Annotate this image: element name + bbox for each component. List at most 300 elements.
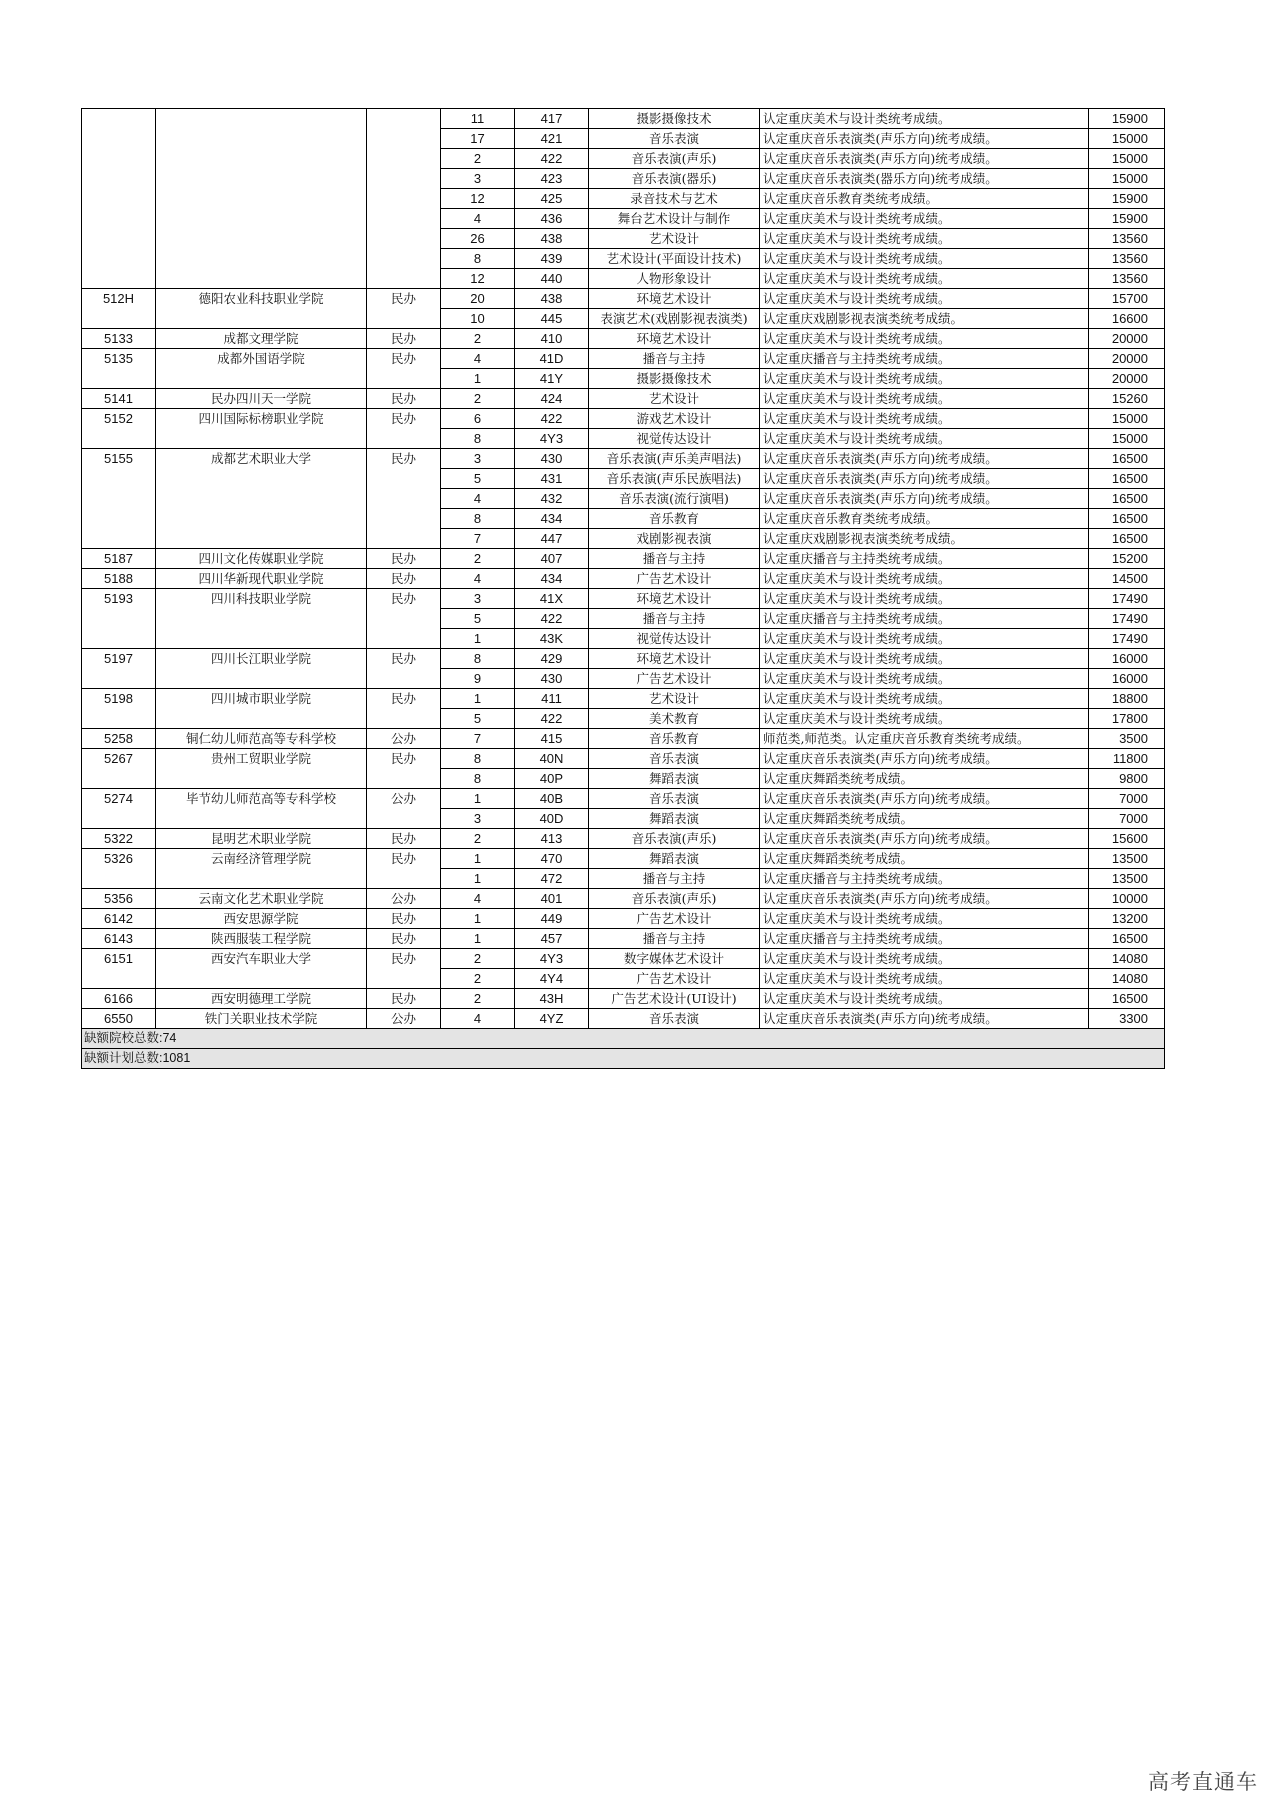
school-code: 6142 xyxy=(82,909,156,929)
school-code: 5135 xyxy=(82,349,156,389)
table-row xyxy=(82,409,1165,429)
major-code: 425 xyxy=(515,189,589,209)
school-name: 民办四川天一学院 xyxy=(156,389,367,409)
school-type: 民办 xyxy=(367,849,441,889)
tuition: 17490 xyxy=(1089,629,1165,649)
plan-count: 8 xyxy=(441,649,515,669)
plan-count: 2 xyxy=(441,949,515,969)
plan-count: 2 xyxy=(441,329,515,349)
plan-count: 5 xyxy=(441,609,515,629)
major-name: 舞蹈表演 xyxy=(589,809,760,829)
plan-count: 20 xyxy=(441,289,515,309)
plan-count: 2 xyxy=(441,549,515,569)
note: 认定重庆戏剧影视表演类统考成绩。 xyxy=(760,529,1089,549)
major-code: 43K xyxy=(515,629,589,649)
tuition: 3300 xyxy=(1089,1009,1165,1029)
vacancy-table xyxy=(81,108,1165,1069)
tuition: 15000 xyxy=(1089,169,1165,189)
school-name: 云南文化艺术职业学院 xyxy=(156,889,367,909)
school-code: 5197 xyxy=(82,649,156,689)
major-name: 音乐表演(流行演唱) xyxy=(589,489,760,509)
plan-count: 12 xyxy=(441,269,515,289)
plan-count: 1 xyxy=(441,849,515,869)
major-name: 音乐表演(声乐民族唱法) xyxy=(589,469,760,489)
major-name: 播音与主持 xyxy=(589,549,760,569)
plan-count: 4 xyxy=(441,489,515,509)
major-code: 4YZ xyxy=(515,1009,589,1029)
major-name: 艺术设计 xyxy=(589,689,760,709)
summary-schools: 缺额院校总数:74 xyxy=(82,1029,1165,1049)
school-code: 5155 xyxy=(82,449,156,549)
major-code: 410 xyxy=(515,329,589,349)
plan-count: 4 xyxy=(441,1009,515,1029)
table-row xyxy=(82,909,1165,929)
major-name: 人物形象设计 xyxy=(589,269,760,289)
major-name: 广告艺术设计(UI设计) xyxy=(589,989,760,1009)
major-name: 环境艺术设计 xyxy=(589,289,760,309)
major-code: 415 xyxy=(515,729,589,749)
plan-count: 4 xyxy=(441,209,515,229)
major-code: 422 xyxy=(515,409,589,429)
school-type: 公办 xyxy=(367,889,441,909)
tuition: 18800 xyxy=(1089,689,1165,709)
tuition: 15200 xyxy=(1089,549,1165,569)
note: 认定重庆美术与设计类统考成绩。 xyxy=(760,389,1089,409)
major-code: 445 xyxy=(515,309,589,329)
note: 认定重庆美术与设计类统考成绩。 xyxy=(760,229,1089,249)
plan-count: 26 xyxy=(441,229,515,249)
table-row xyxy=(82,389,1165,409)
table-row xyxy=(82,849,1165,869)
tuition: 16500 xyxy=(1089,489,1165,509)
plan-count: 17 xyxy=(441,129,515,149)
tuition: 13500 xyxy=(1089,849,1165,869)
watermark-text: 高考直通车 xyxy=(1148,1770,1258,1794)
school-code: 5356 xyxy=(82,889,156,909)
school-name: 贵州工贸职业学院 xyxy=(156,749,367,789)
major-name: 艺术设计(平面设计技术) xyxy=(589,249,760,269)
major-name: 音乐表演(声乐美声唱法) xyxy=(589,449,760,469)
school-name: 四川长江职业学院 xyxy=(156,649,367,689)
major-name: 数字媒体艺术设计 xyxy=(589,949,760,969)
major-code: 431 xyxy=(515,469,589,489)
school-name: 陕西服装工程学院 xyxy=(156,929,367,949)
school-code: 5322 xyxy=(82,829,156,849)
tuition: 10000 xyxy=(1089,889,1165,909)
tuition: 20000 xyxy=(1089,349,1165,369)
school-code: 5267 xyxy=(82,749,156,789)
major-code: 41D xyxy=(515,349,589,369)
note: 认定重庆美术与设计类统考成绩。 xyxy=(760,249,1089,269)
school-type: 民办 xyxy=(367,929,441,949)
note: 师范类,师范类。认定重庆音乐教育类统考成绩。 xyxy=(760,729,1089,749)
school-type xyxy=(367,109,441,289)
plan-count: 3 xyxy=(441,169,515,189)
note: 认定重庆音乐表演类(声乐方向)统考成绩。 xyxy=(760,889,1089,909)
school-code: 6151 xyxy=(82,949,156,989)
note: 认定重庆音乐教育类统考成绩。 xyxy=(760,509,1089,529)
major-name: 播音与主持 xyxy=(589,609,760,629)
major-name: 广告艺术设计 xyxy=(589,569,760,589)
tuition: 14080 xyxy=(1089,949,1165,969)
major-code: 407 xyxy=(515,549,589,569)
note: 认定重庆音乐表演类(声乐方向)统考成绩。 xyxy=(760,129,1089,149)
school-code: 5187 xyxy=(82,549,156,569)
tuition: 13560 xyxy=(1089,229,1165,249)
plan-count: 2 xyxy=(441,149,515,169)
table-row xyxy=(82,989,1165,1009)
school-type: 民办 xyxy=(367,349,441,389)
major-name: 广告艺术设计 xyxy=(589,909,760,929)
plan-count: 7 xyxy=(441,529,515,549)
plan-count: 1 xyxy=(441,909,515,929)
school-name xyxy=(156,109,367,289)
plan-count: 7 xyxy=(441,729,515,749)
plan-count: 3 xyxy=(441,449,515,469)
note: 认定重庆美术与设计类统考成绩。 xyxy=(760,269,1089,289)
table-row xyxy=(82,889,1165,909)
school-code: 6143 xyxy=(82,929,156,949)
table-row xyxy=(82,949,1165,969)
table-row xyxy=(82,549,1165,569)
school-name: 西安汽车职业大学 xyxy=(156,949,367,989)
tuition: 13500 xyxy=(1089,869,1165,889)
table-row xyxy=(82,349,1165,369)
table-row xyxy=(82,1009,1165,1029)
tuition: 11800 xyxy=(1089,749,1165,769)
school-code: 5198 xyxy=(82,689,156,729)
school-name: 四川华新现代职业学院 xyxy=(156,569,367,589)
school-code: 5133 xyxy=(82,329,156,349)
major-name: 环境艺术设计 xyxy=(589,589,760,609)
school-type: 民办 xyxy=(367,409,441,449)
major-code: 430 xyxy=(515,449,589,469)
school-type: 民办 xyxy=(367,829,441,849)
major-code: 424 xyxy=(515,389,589,409)
plan-count: 8 xyxy=(441,769,515,789)
tuition: 16500 xyxy=(1089,929,1165,949)
tuition: 15000 xyxy=(1089,409,1165,429)
school-name: 四川城市职业学院 xyxy=(156,689,367,729)
note: 认定重庆播音与主持类统考成绩。 xyxy=(760,349,1089,369)
note: 认定重庆美术与设计类统考成绩。 xyxy=(760,589,1089,609)
plan-count: 9 xyxy=(441,669,515,689)
note: 认定重庆音乐表演类(声乐方向)统考成绩。 xyxy=(760,789,1089,809)
school-type: 民办 xyxy=(367,549,441,569)
note: 认定重庆美术与设计类统考成绩。 xyxy=(760,689,1089,709)
plan-count: 4 xyxy=(441,569,515,589)
note: 认定重庆美术与设计类统考成绩。 xyxy=(760,569,1089,589)
tuition: 16500 xyxy=(1089,509,1165,529)
note: 认定重庆舞蹈类统考成绩。 xyxy=(760,849,1089,869)
school-type: 民办 xyxy=(367,389,441,409)
plan-count: 8 xyxy=(441,509,515,529)
school-type: 民办 xyxy=(367,289,441,329)
major-name: 音乐表演 xyxy=(589,789,760,809)
note: 认定重庆美术与设计类统考成绩。 xyxy=(760,909,1089,929)
plan-count: 6 xyxy=(441,409,515,429)
school-code: 5258 xyxy=(82,729,156,749)
major-code: 434 xyxy=(515,509,589,529)
major-code: 4Y3 xyxy=(515,429,589,449)
major-code: 40P xyxy=(515,769,589,789)
tuition: 16500 xyxy=(1089,469,1165,489)
major-name: 音乐表演 xyxy=(589,1009,760,1029)
tuition: 16500 xyxy=(1089,449,1165,469)
plan-count: 5 xyxy=(441,469,515,489)
school-name: 昆明艺术职业学院 xyxy=(156,829,367,849)
table-row xyxy=(82,329,1165,349)
school-code: 5193 xyxy=(82,589,156,649)
table-row xyxy=(82,729,1165,749)
school-name: 成都外国语学院 xyxy=(156,349,367,389)
tuition: 14500 xyxy=(1089,569,1165,589)
tuition: 7000 xyxy=(1089,809,1165,829)
tuition: 15600 xyxy=(1089,829,1165,849)
tuition: 15900 xyxy=(1089,189,1165,209)
plan-count: 8 xyxy=(441,249,515,269)
tuition: 14080 xyxy=(1089,969,1165,989)
note: 认定重庆播音与主持类统考成绩。 xyxy=(760,929,1089,949)
note: 认定重庆音乐表演类(声乐方向)统考成绩。 xyxy=(760,149,1089,169)
school-type: 民办 xyxy=(367,749,441,789)
major-name: 广告艺术设计 xyxy=(589,669,760,689)
major-code: 436 xyxy=(515,209,589,229)
school-name: 成都文理学院 xyxy=(156,329,367,349)
table-row xyxy=(82,289,1165,309)
school-type: 公办 xyxy=(367,1009,441,1029)
major-code: 438 xyxy=(515,289,589,309)
school-code: 5152 xyxy=(82,409,156,449)
major-name: 播音与主持 xyxy=(589,929,760,949)
note: 认定重庆音乐表演类(声乐方向)统考成绩。 xyxy=(760,1009,1089,1029)
major-code: 41Y xyxy=(515,369,589,389)
school-type: 民办 xyxy=(367,989,441,1009)
note: 认定重庆美术与设计类统考成绩。 xyxy=(760,329,1089,349)
major-name: 环境艺术设计 xyxy=(589,329,760,349)
major-name: 环境艺术设计 xyxy=(589,649,760,669)
note: 认定重庆戏剧影视表演类统考成绩。 xyxy=(760,309,1089,329)
major-code: 422 xyxy=(515,149,589,169)
major-code: 4Y4 xyxy=(515,969,589,989)
summary-plans-row xyxy=(82,1049,1165,1069)
table-row xyxy=(82,569,1165,589)
major-code: 411 xyxy=(515,689,589,709)
note: 认定重庆美术与设计类统考成绩。 xyxy=(760,649,1089,669)
school-code: 512H xyxy=(82,289,156,329)
school-type: 民办 xyxy=(367,649,441,689)
plan-count: 2 xyxy=(441,969,515,989)
plan-count: 2 xyxy=(441,989,515,1009)
school-type: 民办 xyxy=(367,569,441,589)
major-name: 戏剧影视表演 xyxy=(589,529,760,549)
school-name: 铁门关职业技术学院 xyxy=(156,1009,367,1029)
note: 认定重庆美术与设计类统考成绩。 xyxy=(760,109,1089,129)
major-code: 438 xyxy=(515,229,589,249)
plan-count: 12 xyxy=(441,189,515,209)
school-type: 民办 xyxy=(367,909,441,929)
major-name: 视觉传达设计 xyxy=(589,629,760,649)
plan-count: 1 xyxy=(441,369,515,389)
table-row xyxy=(82,589,1165,609)
summary-schools-row xyxy=(82,1029,1165,1049)
plan-count: 1 xyxy=(441,629,515,649)
plan-count: 5 xyxy=(441,709,515,729)
major-code: 440 xyxy=(515,269,589,289)
major-name: 摄影摄像技术 xyxy=(589,369,760,389)
school-code: 5141 xyxy=(82,389,156,409)
major-name: 舞台艺术设计与制作 xyxy=(589,209,760,229)
tuition: 15700 xyxy=(1089,289,1165,309)
school-type: 民办 xyxy=(367,449,441,549)
major-name: 音乐表演 xyxy=(589,749,760,769)
plan-count: 2 xyxy=(441,829,515,849)
major-code: 40B xyxy=(515,789,589,809)
school-code: 6166 xyxy=(82,989,156,1009)
note: 认定重庆美术与设计类统考成绩。 xyxy=(760,629,1089,649)
major-name: 舞蹈表演 xyxy=(589,849,760,869)
school-type: 公办 xyxy=(367,789,441,829)
major-name: 美术教育 xyxy=(589,709,760,729)
note: 认定重庆播音与主持类统考成绩。 xyxy=(760,549,1089,569)
note: 认定重庆音乐教育类统考成绩。 xyxy=(760,189,1089,209)
school-name: 云南经济管理学院 xyxy=(156,849,367,889)
tuition: 17800 xyxy=(1089,709,1165,729)
school-type: 民办 xyxy=(367,949,441,989)
table-row xyxy=(82,829,1165,849)
school-name: 德阳农业科技职业学院 xyxy=(156,289,367,329)
note: 认定重庆美术与设计类统考成绩。 xyxy=(760,709,1089,729)
tuition: 15000 xyxy=(1089,129,1165,149)
school-name: 西安明德理工学院 xyxy=(156,989,367,1009)
plan-count: 3 xyxy=(441,589,515,609)
major-name: 艺术设计 xyxy=(589,389,760,409)
school-name: 毕节幼儿师范高等专科学校 xyxy=(156,789,367,829)
major-code: 447 xyxy=(515,529,589,549)
note: 认定重庆美术与设计类统考成绩。 xyxy=(760,429,1089,449)
school-name: 铜仁幼儿师范高等专科学校 xyxy=(156,729,367,749)
plan-count: 1 xyxy=(441,689,515,709)
major-code: 423 xyxy=(515,169,589,189)
tuition: 3500 xyxy=(1089,729,1165,749)
school-name: 四川国际标榜职业学院 xyxy=(156,409,367,449)
major-code: 422 xyxy=(515,609,589,629)
school-name: 成都艺术职业大学 xyxy=(156,449,367,549)
summary-plans: 缺额计划总数:1081 xyxy=(82,1049,1165,1069)
note: 认定重庆美术与设计类统考成绩。 xyxy=(760,369,1089,389)
major-name: 舞蹈表演 xyxy=(589,769,760,789)
tuition: 16500 xyxy=(1089,989,1165,1009)
school-code xyxy=(82,109,156,289)
major-name: 播音与主持 xyxy=(589,869,760,889)
tuition: 17490 xyxy=(1089,609,1165,629)
major-code: 4Y3 xyxy=(515,949,589,969)
plan-count: 3 xyxy=(441,809,515,829)
tuition: 13560 xyxy=(1089,249,1165,269)
table-row xyxy=(82,789,1165,809)
tuition: 16500 xyxy=(1089,529,1165,549)
school-name: 西安思源学院 xyxy=(156,909,367,929)
note: 认定重庆美术与设计类统考成绩。 xyxy=(760,289,1089,309)
school-type: 公办 xyxy=(367,729,441,749)
major-name: 艺术设计 xyxy=(589,229,760,249)
plan-count: 1 xyxy=(441,789,515,809)
note: 认定重庆播音与主持类统考成绩。 xyxy=(760,609,1089,629)
note: 认定重庆美术与设计类统考成绩。 xyxy=(760,989,1089,1009)
major-name: 播音与主持 xyxy=(589,349,760,369)
tuition: 20000 xyxy=(1089,369,1165,389)
major-code: 43H xyxy=(515,989,589,1009)
table-row xyxy=(82,109,1165,129)
note: 认定重庆美术与设计类统考成绩。 xyxy=(760,949,1089,969)
tuition: 13200 xyxy=(1089,909,1165,929)
school-type: 民办 xyxy=(367,329,441,349)
major-code: 432 xyxy=(515,489,589,509)
table-row xyxy=(82,929,1165,949)
major-name: 音乐表演(器乐) xyxy=(589,169,760,189)
tuition: 16000 xyxy=(1089,649,1165,669)
major-name: 视觉传达设计 xyxy=(589,429,760,449)
note: 认定重庆舞蹈类统考成绩。 xyxy=(760,769,1089,789)
tuition: 9800 xyxy=(1089,769,1165,789)
note: 认定重庆美术与设计类统考成绩。 xyxy=(760,969,1089,989)
major-name: 录音技术与艺术 xyxy=(589,189,760,209)
major-name: 表演艺术(戏剧影视表演类) xyxy=(589,309,760,329)
plan-count: 10 xyxy=(441,309,515,329)
major-code: 439 xyxy=(515,249,589,269)
note: 认定重庆音乐表演类(声乐方向)统考成绩。 xyxy=(760,469,1089,489)
major-name: 音乐表演(声乐) xyxy=(589,829,760,849)
major-code: 40N xyxy=(515,749,589,769)
tuition: 15900 xyxy=(1089,109,1165,129)
note: 认定重庆播音与主持类统考成绩。 xyxy=(760,869,1089,889)
table-row xyxy=(82,689,1165,709)
major-name: 音乐教育 xyxy=(589,509,760,529)
note: 认定重庆音乐表演类(器乐方向)统考成绩。 xyxy=(760,169,1089,189)
major-name: 游戏艺术设计 xyxy=(589,409,760,429)
note: 认定重庆美术与设计类统考成绩。 xyxy=(760,209,1089,229)
table-row xyxy=(82,449,1165,469)
tuition: 17490 xyxy=(1089,589,1165,609)
major-code: 417 xyxy=(515,109,589,129)
tuition: 15000 xyxy=(1089,429,1165,449)
major-code: 472 xyxy=(515,869,589,889)
major-code: 470 xyxy=(515,849,589,869)
major-code: 434 xyxy=(515,569,589,589)
plan-count: 4 xyxy=(441,349,515,369)
plan-count: 11 xyxy=(441,109,515,129)
table-row xyxy=(82,649,1165,669)
tuition: 16000 xyxy=(1089,669,1165,689)
major-name: 摄影摄像技术 xyxy=(589,109,760,129)
plan-count: 8 xyxy=(441,429,515,449)
major-name: 音乐表演(声乐) xyxy=(589,149,760,169)
plan-count: 4 xyxy=(441,889,515,909)
major-name: 音乐教育 xyxy=(589,729,760,749)
note: 认定重庆音乐表演类(声乐方向)统考成绩。 xyxy=(760,829,1089,849)
plan-count: 8 xyxy=(441,749,515,769)
tuition: 15000 xyxy=(1089,149,1165,169)
major-code: 41X xyxy=(515,589,589,609)
plan-count: 1 xyxy=(441,929,515,949)
major-code: 430 xyxy=(515,669,589,689)
major-name: 音乐表演 xyxy=(589,129,760,149)
school-code: 5326 xyxy=(82,849,156,889)
tuition: 15900 xyxy=(1089,209,1165,229)
school-name: 四川文化传媒职业学院 xyxy=(156,549,367,569)
tuition: 15260 xyxy=(1089,389,1165,409)
note: 认定重庆美术与设计类统考成绩。 xyxy=(760,669,1089,689)
